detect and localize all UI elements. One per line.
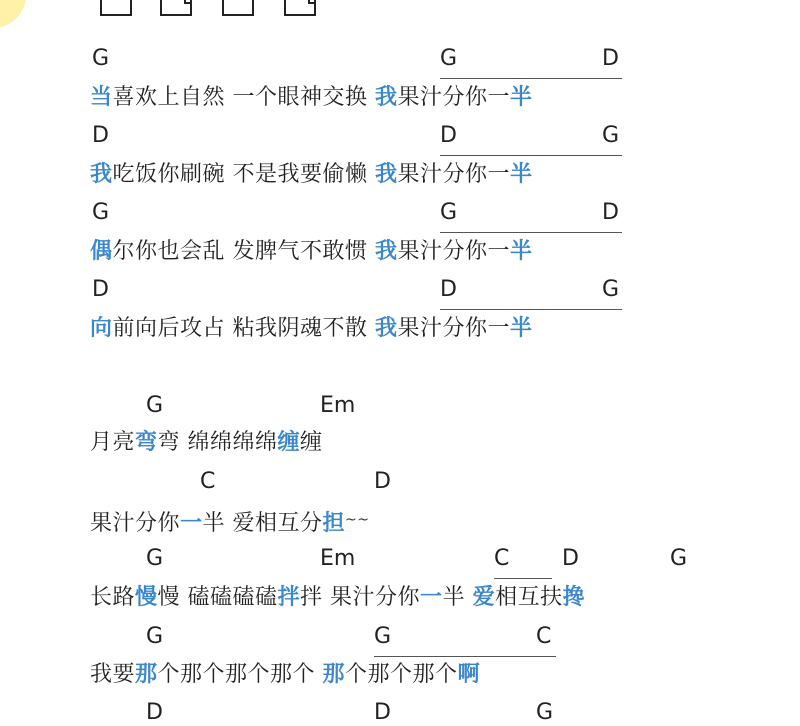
lyric-line: 向前向后攻占 粘我阴魂不散 我果汁分你一半 (90, 316, 533, 341)
chord: D (374, 469, 391, 494)
sun-decoration (0, 0, 26, 28)
lyric-line: 长路慢慢 磕磕磕磕拌拌 果汁分你一半 爱相互扶搀 (90, 585, 586, 610)
chord: D (440, 277, 457, 302)
lyric-line: 我要那个那个那个那个 那个那个那个啊 (90, 662, 481, 687)
chord: D (562, 546, 579, 571)
chord: D (602, 46, 619, 71)
chord: C (200, 469, 216, 494)
chord: D (92, 277, 109, 302)
chord: Em (320, 546, 356, 571)
chord: C (536, 624, 552, 649)
repeat-bar (440, 309, 622, 310)
lyric-line: 偶尔你也会乱 发脾气不敢惯 我果汁分你一半 (90, 239, 533, 264)
chord: C (494, 546, 510, 571)
chord: D (440, 123, 457, 148)
chord: D (374, 700, 391, 725)
chord: G (602, 123, 620, 148)
chord: D (146, 700, 163, 725)
chord: G (146, 393, 164, 418)
chord: G (440, 46, 458, 71)
chord: D (602, 200, 619, 225)
lyric-line: 我吃饭你刷碗 不是我要偷懒 我果汁分你一半 (90, 162, 533, 187)
chord-diagram-frame (160, 0, 192, 16)
chord: G (146, 624, 164, 649)
chord: G (374, 624, 392, 649)
chord: G (440, 200, 458, 225)
chord: G (602, 277, 620, 302)
lyric-line: 月亮弯弯 绵绵绵绵缠缠 (90, 430, 323, 455)
repeat-bar (374, 656, 556, 657)
chord: D (92, 123, 109, 148)
chord: G (670, 546, 688, 571)
chord-diagram-frame (284, 0, 316, 16)
lyric-line: 果汁分你一半 爱相互分担~~ (90, 511, 370, 536)
chord: G (146, 546, 164, 571)
chord-diagram-frame (222, 0, 254, 16)
chord: G (536, 700, 554, 725)
chord: G (92, 200, 110, 225)
repeat-bar (440, 155, 622, 156)
repeat-bar (440, 232, 622, 233)
chord: Em (320, 393, 356, 418)
repeat-bar (494, 578, 552, 579)
chord-diagram-frame (100, 0, 132, 16)
repeat-bar (440, 78, 622, 79)
chord: G (92, 46, 110, 71)
lyric-line: 当喜欢上自然 一个眼神交换 我果汁分你一半 (90, 85, 533, 110)
